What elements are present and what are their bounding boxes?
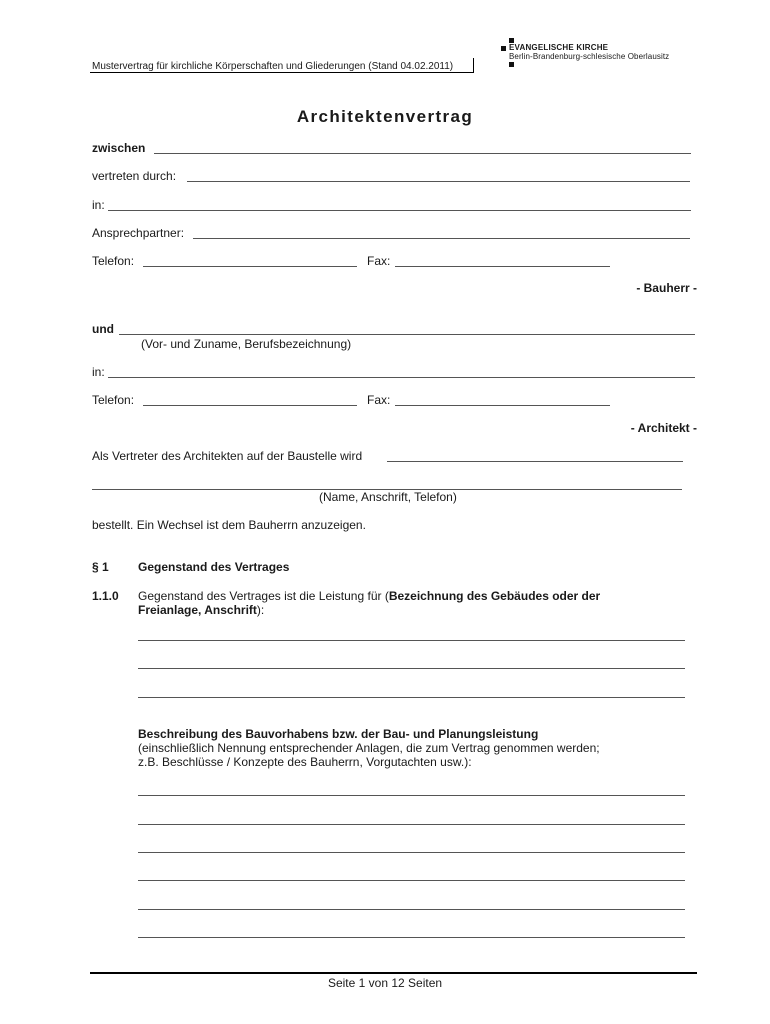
- clause-line-2: [138, 603, 264, 617]
- architect-role: - Architekt -: [630, 421, 697, 435]
- bauherr-fax-blank[interactable]: [395, 266, 610, 267]
- architect-in-blank[interactable]: [108, 377, 695, 378]
- section-heading: Gegenstand des Vertrages: [138, 560, 290, 574]
- description-blank-4[interactable]: [138, 880, 685, 881]
- footer-rule: [90, 972, 697, 974]
- clause-line2-tail: ):: [256, 603, 265, 617]
- clause-bold: Bezeichnung des Gebäudes oder der: [388, 589, 601, 603]
- object-blank-2[interactable]: [138, 668, 685, 669]
- site-representative-text: Als Vertreter des Architekten auf der Baustelle wird: [92, 449, 363, 463]
- site-representative-hint: (Name, Anschrift, Telefon): [319, 490, 457, 504]
- clause-line-1: [138, 589, 600, 603]
- header-rule: [90, 72, 473, 73]
- logo-square-bottom: [509, 62, 514, 67]
- bauherr-phone-blank[interactable]: [143, 266, 357, 267]
- architect-name-blank[interactable]: [119, 334, 695, 335]
- object-blank-3[interactable]: [138, 697, 685, 698]
- site-representative-blank[interactable]: [387, 461, 683, 462]
- description-line-2: z.B. Beschlüsse / Konzepte des Bauherrn, Vorgutachten usw.):: [138, 755, 472, 769]
- logo-line-1: EVANGELISCHE KIRCHE: [509, 43, 609, 52]
- appointed-text: bestellt. Ein Wechsel ist dem Bauherrn anzuzeigen.: [92, 518, 366, 532]
- document-note: Mustervertrag für kirchliche Körperschaften und Gliederungen (Stand 04.02.2011): [92, 61, 454, 72]
- logo-line-2: Berlin-Brandenburg-schlesische Oberlausitz: [509, 52, 670, 61]
- architect-fax-blank[interactable]: [395, 405, 610, 406]
- description-blank-3[interactable]: [138, 852, 685, 853]
- contact-blank[interactable]: [193, 238, 690, 239]
- page-number: Seite 1 von 12 Seiten: [327, 976, 443, 990]
- bauherr-role: - Bauherr -: [636, 281, 697, 295]
- architect-in-label: in:: [92, 365, 105, 379]
- clause-text: Gegenstand des Vertrages ist die Leistung für (: [138, 589, 389, 603]
- represented-label: vertreten durch:: [92, 169, 177, 183]
- header-rule-end: [473, 58, 474, 73]
- section-number: § 1: [92, 560, 109, 574]
- and-label: und: [92, 322, 114, 336]
- between-blank[interactable]: [154, 153, 691, 154]
- architect-phone-label: Telefon:: [92, 393, 135, 407]
- bauherr-fax-label: Fax:: [367, 254, 391, 268]
- bauherr-in-blank[interactable]: [108, 210, 691, 211]
- contact-label: Ansprechpartner:: [92, 226, 185, 240]
- represented-blank[interactable]: [187, 181, 690, 182]
- clause-line2-bold: Freianlage, Anschrift: [138, 603, 257, 617]
- architect-name-hint: (Vor- und Zuname, Berufsbezeichnung): [141, 337, 352, 351]
- bauherr-phone-label: Telefon:: [92, 254, 135, 268]
- description-line-1: (einschließlich Nennung entsprechender Anlagen, die zum Vertrag genommen werden;: [138, 741, 600, 755]
- architect-phone-blank[interactable]: [143, 405, 357, 406]
- description-blank-1[interactable]: [138, 795, 685, 796]
- description-blank-6[interactable]: [138, 937, 685, 938]
- between-label: zwischen: [92, 141, 146, 155]
- architect-fax-label: Fax:: [367, 393, 391, 407]
- page-title: Architektenvertrag: [296, 107, 474, 126]
- description-blank-5[interactable]: [138, 909, 685, 910]
- description-heading: Beschreibung des Bauvorhabens bzw. der Bau- und Planungsleistung: [138, 727, 539, 741]
- clause-number: 1.1.0: [92, 589, 119, 603]
- description-blank-2[interactable]: [138, 824, 685, 825]
- logo-square-mid: [501, 46, 506, 51]
- bauherr-in-label: in:: [92, 198, 105, 212]
- object-blank-1[interactable]: [138, 640, 685, 641]
